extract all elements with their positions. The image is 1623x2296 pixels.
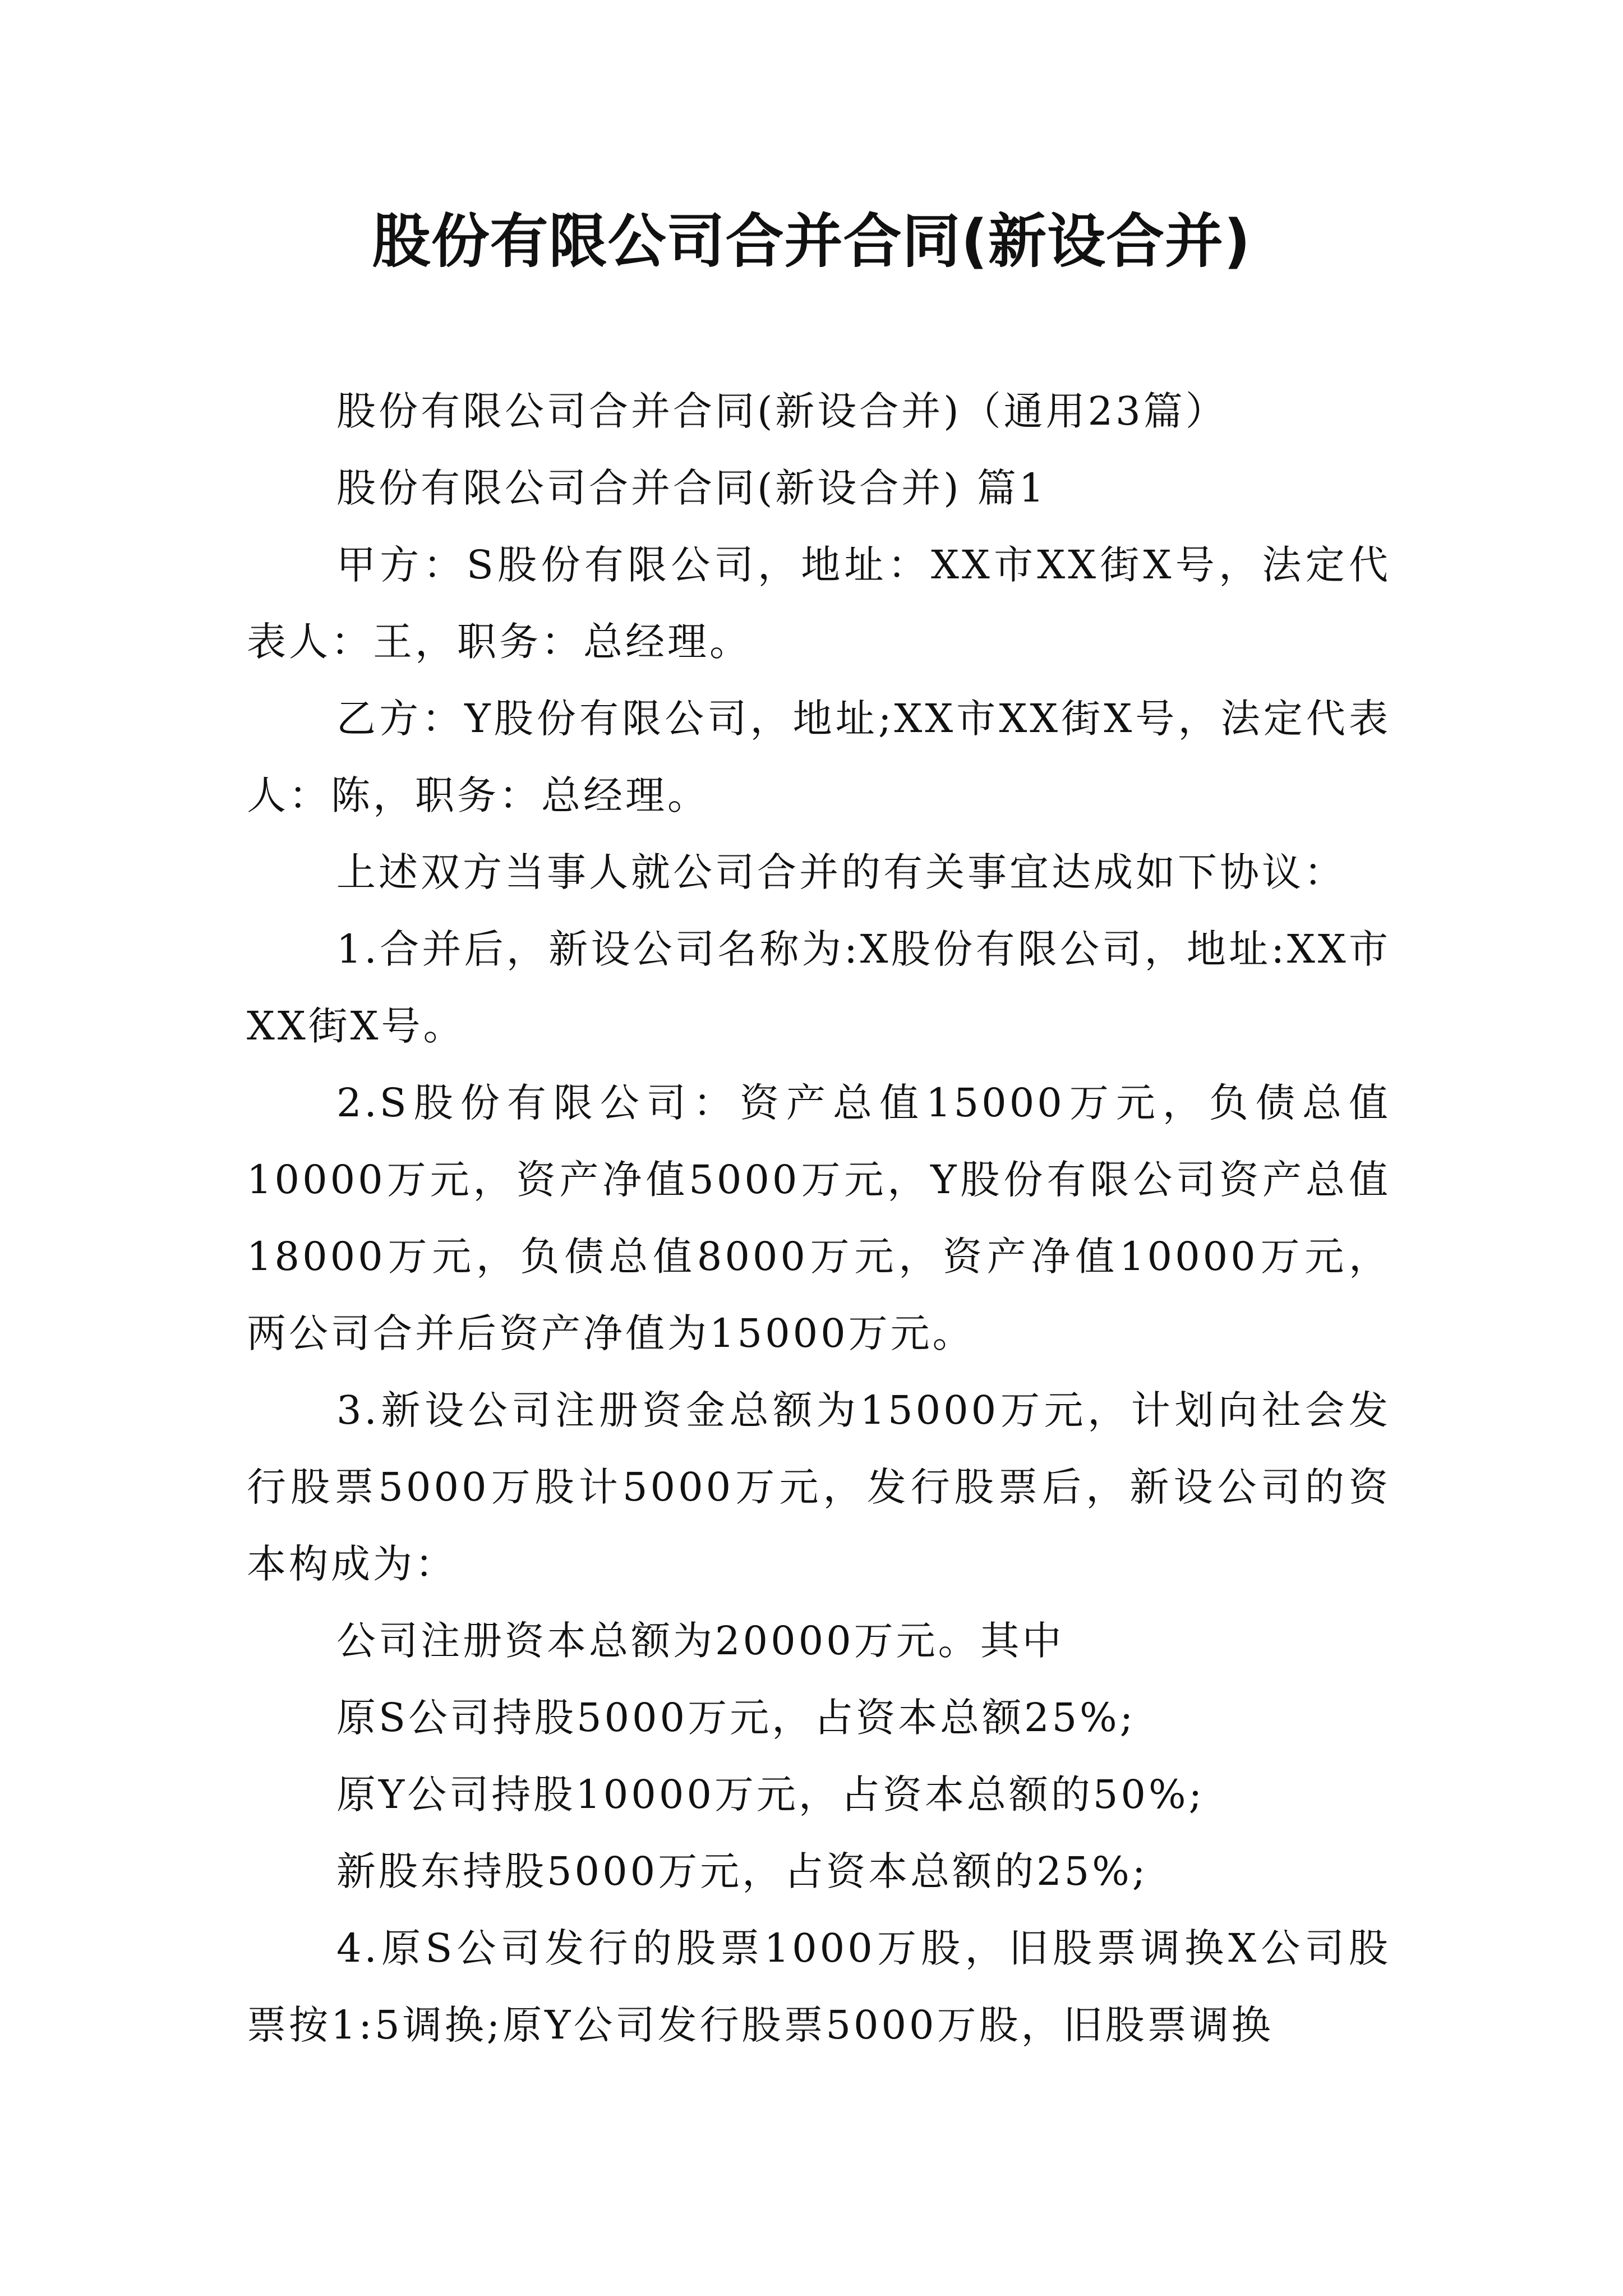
paragraph-clause-3: 3.新设公司注册资金总额为15000万元，计划向社会发行股票5000万股计5000万元，发行股票后，新设公司的资本构成为： <box>247 1387 1391 1587</box>
paragraph-capital-total: 公司注册资本总额为20000万元。其中 <box>336 1618 1064 1664</box>
paragraph-clause-4: 4.原S公司发行的股票1000万股，旧股票调换X公司股票按1:5调换;原Y公司发行股票5000万股，旧股票调换 <box>247 1925 1391 2048</box>
paragraph-capital-new: 新股东持股5000万元，占资本总额的25%; <box>336 1848 1149 1894</box>
paragraph-agreement-intro: 上述双方当事人就公司合并的有关事宜达成如下协议： <box>336 849 1346 895</box>
paragraph-party-a: 甲方：S股份有限公司，地址：XX市XX街X号，法定代表人：王，职务：总经理。 <box>247 542 1391 665</box>
paragraph-clause-1: 1.合并后，新设公司名称为:X股份有限公司，地址:XX市XX街X号。 <box>247 926 1391 1049</box>
document-title: 股份有限公司合并合同(新设合并) <box>372 207 1251 275</box>
paragraph-subtitle: 股份有限公司合并合同(新设合并)（通用23篇） <box>336 388 1228 434</box>
paragraph-capital-y: 原Y公司持股10000万元，占资本总额的50%; <box>336 1772 1205 1818</box>
paragraph-party-b: 乙方：Y股份有限公司，地址;XX市XX街X号，法定代表人：陈，职务：总经理。 <box>247 696 1391 818</box>
paragraph-capital-s: 原S公司持股5000万元，占资本总额25%; <box>336 1695 1136 1741</box>
document-body <box>247 373 1391 2064</box>
paragraph-clause-2: 2.S股份有限公司：资产总值15000万元，负债总值10000万元，资产净值5000万元，Y股份有限公司资产总值18000万元，负债总值8000万元，资产净值10000万元，两公司合并后资产净值为15000万元。 <box>247 1080 1391 1356</box>
paragraph-section-heading: 股份有限公司合并合同(新设合并) 篇1 <box>336 465 1047 511</box>
